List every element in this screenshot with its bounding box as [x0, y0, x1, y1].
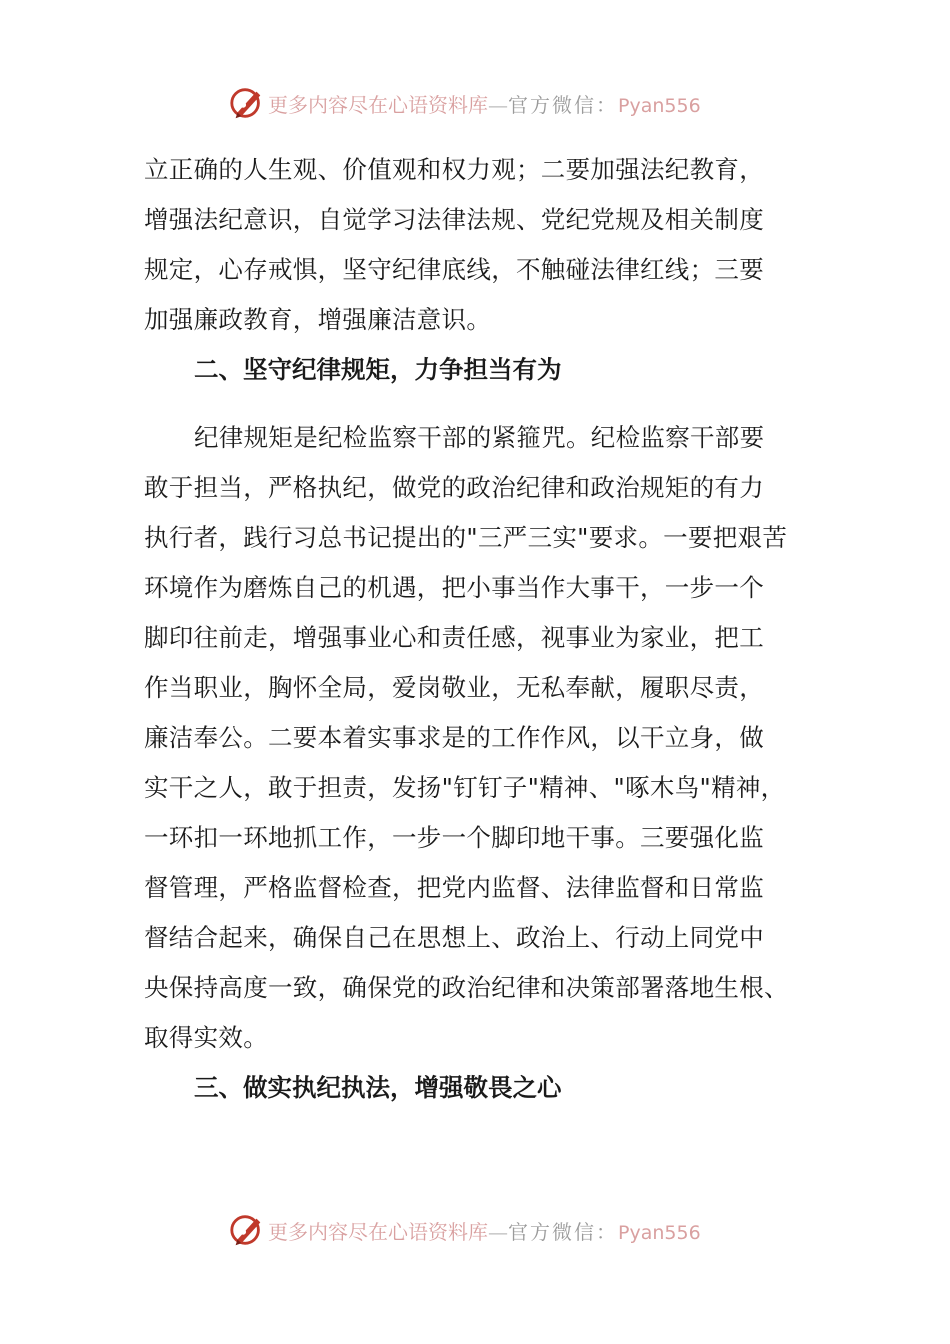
watermark-dash: — [488, 92, 508, 117]
watermark-site-text: 更多内容尽在心语资料库 [268, 1219, 488, 1244]
section-heading-2: 二、坚守纪律规矩，力争担当有为 [194, 355, 562, 384]
watermark-wechat-id: Pyan556 [618, 94, 701, 117]
para2-line-10: 督管理，严格监督检查，把党内监督、法律监督和日常监 [144, 873, 764, 902]
watermark-dash: — [488, 1219, 508, 1244]
pen-logo-icon [228, 84, 266, 122]
para2-line-13: 取得实效。 [144, 1023, 268, 1052]
pen-logo-icon [228, 1211, 266, 1249]
para2-line-4: 环境作为磨炼自己的机遇，把小事当作大事干，一步一个 [144, 573, 764, 602]
para2-line-2: 敢于担当，严格执纪，做党的政治纪律和政治规矩的有力 [144, 473, 764, 502]
para1-line-3: 规定，心存戒惧，坚守纪律底线，不触碰法律红线；三要 [144, 255, 764, 284]
section-heading-3: 三、做实执纪执法，增强敬畏之心 [194, 1073, 562, 1102]
para1-line-4: 加强廉政教育，增强廉洁意识。 [144, 305, 492, 334]
para2-line-1: 纪律规矩是纪检监察干部的紧箍咒。纪检监察干部要 [194, 423, 765, 452]
para2-line-5: 脚印往前走，增强事业心和责任感，视事业为家业，把工 [144, 623, 764, 652]
para2-line-3: 执行者，践行习总书记提出的"三严三实"要求。一要把艰苦 [144, 523, 788, 552]
watermark-wechat-label: 官方微信： [508, 92, 618, 117]
para2-line-8: 实干之人，敢于担责，发扬"钉钉子"精神、"啄木鸟"精神， [144, 773, 786, 802]
footer-watermark [228, 1210, 701, 1250]
watermark-wechat-label: 官方微信： [508, 1219, 618, 1244]
watermark-wechat-id: Pyan556 [618, 1221, 701, 1244]
document-body [144, 145, 824, 1113]
para2-line-7: 廉洁奉公。二要本着实事求是的工作作风，以干立身，做 [144, 723, 764, 752]
watermark-site-text: 更多内容尽在心语资料库 [268, 92, 488, 117]
para2-line-12: 央保持高度一致，确保党的政治纪律和决策部署落地生根、 [144, 973, 789, 1002]
para2-line-9: 一环扣一环地抓工作，一步一个脚印地干事。三要强化监 [144, 823, 764, 852]
para1-line-2: 增强法纪意识，自觉学习法律法规、党纪党规及相关制度 [144, 205, 764, 234]
para1-line-1: 立正确的人生观、价值观和权力观；二要加强法纪教育， [144, 155, 764, 184]
para2-line-11: 督结合起来，确保自己在思想上、政治上、行动上同党中 [144, 923, 764, 952]
header-watermark [228, 83, 701, 123]
para2-line-6: 作当职业，胸怀全局，爱岗敬业，无私奉献，履职尽责， [144, 673, 764, 702]
